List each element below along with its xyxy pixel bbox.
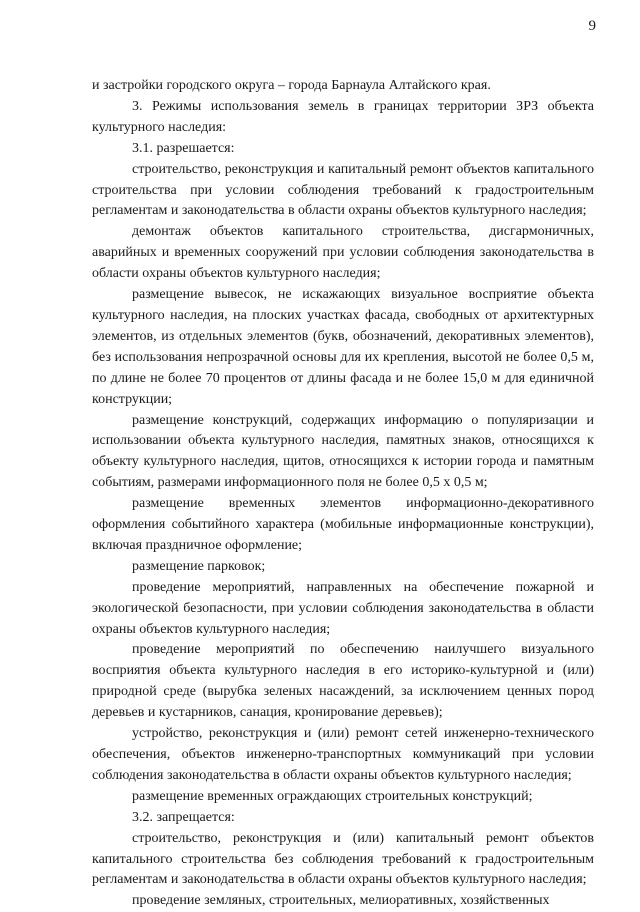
paragraph-section-3-heading: 3. Режимы использования земель в границах территории ЗРЗ объекта культурного наследия: [92,98,594,135]
paragraph-item: устройство, реконструкция и (или) ремонт сетей инженерно-технического обеспечения, объектов инженерно-транспортных коммуникаций при условии соблюдения законодательства в области охраны объектов культурного наследия; [92,726,594,783]
document-body [92,76,594,912]
paragraph-item: размещение вывесок, не искажающих визуальное восприятие объекта культурного наследия, на плоских участках фасада, свободных от архитектурных элементов, из отдельных элементов (букв, обозначений, декоративных элементов), без использования непрозрачной основы для их крепления, высотой не более 0,5 м, по длине не более 70 процентов от длины фасада и не более 15,0 м для единичной конструкции; [92,287,594,407]
paragraph-continuation: и застройки городского округа – города Барнаула Алтайского края. [92,78,491,93]
paragraph-item: строительство, реконструкция и (или) капитальный ремонт объектов капитального строительства без соблюдения требований к градостроительным регламентам и законодательства в области охраны объектов культурного наследия; [92,830,594,888]
paragraph-subsection-3-2: 3.2. запрещается: [132,809,235,825]
page-number: 9 [588,18,596,34]
paragraph-item: строительство, реконструкция и капитальный ремонт объектов капитального строительства при условии соблюдения требований к градостроительным регламентам и законодательства в области охраны объектов культурного наследия; [92,161,594,219]
paragraph-item: демонтаж объектов капитального строительства, дисгармоничных, аварийных и временных сооружений при условии соблюдения законодательства в области охраны объектов культурного наследия; [92,224,594,282]
paragraph-item: размещение временных элементов информационно-декоративного оформления событийного характера (мобильные информационные конструкции), включая праздничное оформление; [92,496,594,553]
paragraph-item: размещение временных ограждающих строительных конструкций; [132,788,533,804]
paragraph-item: проведение земляных, строительных, мелиоративных, хозяйственных [132,893,550,909]
paragraph-item: проведение мероприятий по обеспечению наилучшего визуального восприятия объекта культурного наследия в его историко-культурной и (или) природной среде (вырубка зеленых насаждений, за исключением ценных пород деревьев и кустарников, санация, кронирование деревьев); [92,642,594,721]
paragraph-subsection-3-1: 3.1. разрешается: [132,140,235,156]
paragraph-item: размещение парковок; [132,558,266,574]
paragraph-item: проведение мероприятий, направленных на обеспечение пожарной и экологической безопасности, при условии соблюдения законодательства в области охраны объектов культурного наследия; [92,579,594,637]
paragraph-item: размещение конструкций, содержащих информацию о популяризации и использовании объекта культурного наследия, памятных знаков, относящихся к объекту культурного наследия, щитов, относящихся к истории города и памятным событиям, размерами информационного поля не более 0,5 х 0,5 м; [92,412,594,491]
